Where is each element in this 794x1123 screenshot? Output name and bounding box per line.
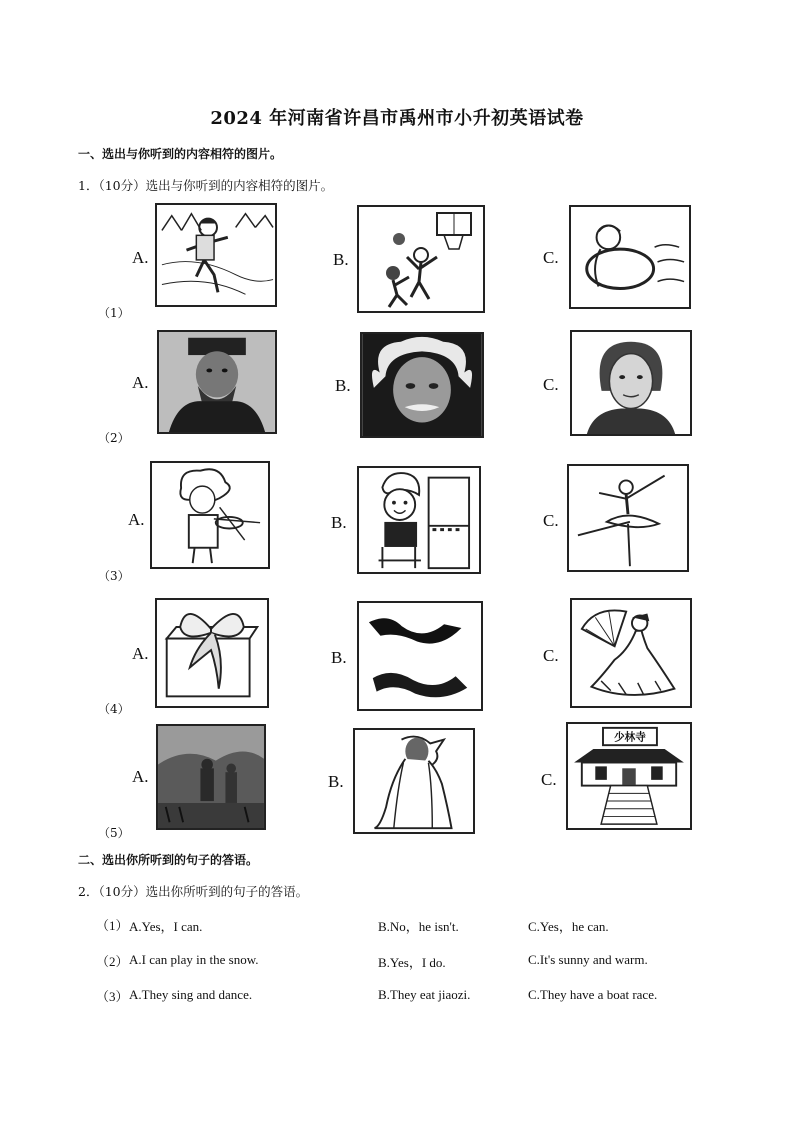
row4-label-a: A. xyxy=(132,644,149,663)
row5-label-c: C. xyxy=(541,770,557,789)
page-title: 2024 年河南省许昌市禹州市小升初英语试卷 xyxy=(210,108,584,129)
row2-number: （2） xyxy=(98,431,130,445)
row4-label-c: C. xyxy=(543,646,559,665)
q2-item1-number: （1） xyxy=(96,918,129,933)
row1-label-c: C. xyxy=(543,248,559,267)
swimming-child-drawing xyxy=(571,207,689,307)
row5-label-a: A. xyxy=(132,767,149,786)
gift-box-drawing xyxy=(157,600,267,706)
basketball-players-drawing xyxy=(359,207,483,311)
row2-label-b: B. xyxy=(335,376,351,395)
section-2-heading: 二、选出你所听到的句子的答语。 xyxy=(78,853,259,867)
picture-terracotta-photo[interactable] xyxy=(156,724,266,830)
q2-item2-option-b[interactable]: B.Yes，I do. xyxy=(378,955,446,970)
skating-boy-drawing xyxy=(157,205,275,305)
row3-label-c: C. xyxy=(543,511,559,530)
picture-ballet-dancer[interactable] xyxy=(567,464,689,572)
einstein-portrait-image xyxy=(362,334,482,436)
marie-curie-portrait-image xyxy=(572,332,690,434)
picture-scarves[interactable] xyxy=(357,601,483,711)
section-1-heading: 一、选出与你听到的内容相符的图片。 xyxy=(78,147,283,161)
q2-item3-option-a[interactable]: A.They sing and dance. xyxy=(129,987,253,1002)
scarves-drawing xyxy=(359,603,481,709)
q2-item2-option-c[interactable]: C.It's sunny and warm. xyxy=(528,952,648,967)
picture-swimming-child[interactable] xyxy=(569,205,691,309)
q2-item1-option-c[interactable]: C.Yes，he can. xyxy=(528,919,609,934)
row5-label-b: B. xyxy=(328,772,344,791)
confucius-portrait-image xyxy=(159,332,275,432)
row1-label-a: A. xyxy=(132,248,149,267)
row1-label-b: B. xyxy=(333,250,349,269)
picture-confucius-portrait[interactable] xyxy=(157,330,277,434)
row4-label-b: B. xyxy=(331,648,347,667)
piano-player-drawing xyxy=(359,468,479,572)
picture-raincoat[interactable] xyxy=(353,728,475,834)
row5-number: （5） xyxy=(98,826,130,840)
q2-item3-option-b[interactable]: B.They eat jiaozi. xyxy=(378,987,471,1002)
q2-item2-option-a[interactable]: A.I can play in the snow. xyxy=(129,952,259,967)
picture-skating-boy[interactable] xyxy=(155,203,277,307)
q2-item3-option-c[interactable]: C.They have a boat race. xyxy=(528,987,658,1002)
terracotta-photo-image xyxy=(158,726,264,828)
picture-basketball-players[interactable] xyxy=(357,205,485,313)
row4-number: （4） xyxy=(98,702,130,716)
row1-number: （1） xyxy=(98,306,130,320)
ballet-dancer-drawing xyxy=(569,466,687,570)
row2-label-c: C. xyxy=(543,375,559,394)
q2-item3-number: （3） xyxy=(96,989,129,1004)
picture-fan-dancer[interactable] xyxy=(570,598,692,708)
question-2-text: 2．（10分）选出你所听到的句子的答语。 xyxy=(78,884,309,899)
fan-dancer-drawing xyxy=(572,600,690,706)
violin-player-drawing xyxy=(152,463,268,567)
raincoat-drawing xyxy=(355,730,473,832)
picture-violin-player[interactable] xyxy=(150,461,270,569)
row3-label-b: B. xyxy=(331,513,347,532)
temple-sign-text: 少林寺 xyxy=(614,731,646,744)
picture-einstein-portrait[interactable] xyxy=(360,332,484,438)
picture-marie-curie-portrait[interactable] xyxy=(570,330,692,436)
q2-item1-option-b[interactable]: B.No，he isn't. xyxy=(378,919,459,934)
picture-piano-player[interactable] xyxy=(357,466,481,574)
q2-item2-number: （2） xyxy=(96,954,129,969)
question-1-text: 1．（10分）选出与你听到的内容相符的图片。 xyxy=(78,178,334,193)
row3-label-a: A. xyxy=(128,510,145,529)
q2-item1-option-a[interactable]: A.Yes，I can. xyxy=(129,919,203,934)
picture-shaolin-temple[interactable] xyxy=(566,722,692,830)
row3-number: （3） xyxy=(98,569,130,583)
row2-label-a: A. xyxy=(132,373,149,392)
picture-gift-box[interactable] xyxy=(155,598,269,708)
shaolin-temple-drawing xyxy=(568,724,690,828)
